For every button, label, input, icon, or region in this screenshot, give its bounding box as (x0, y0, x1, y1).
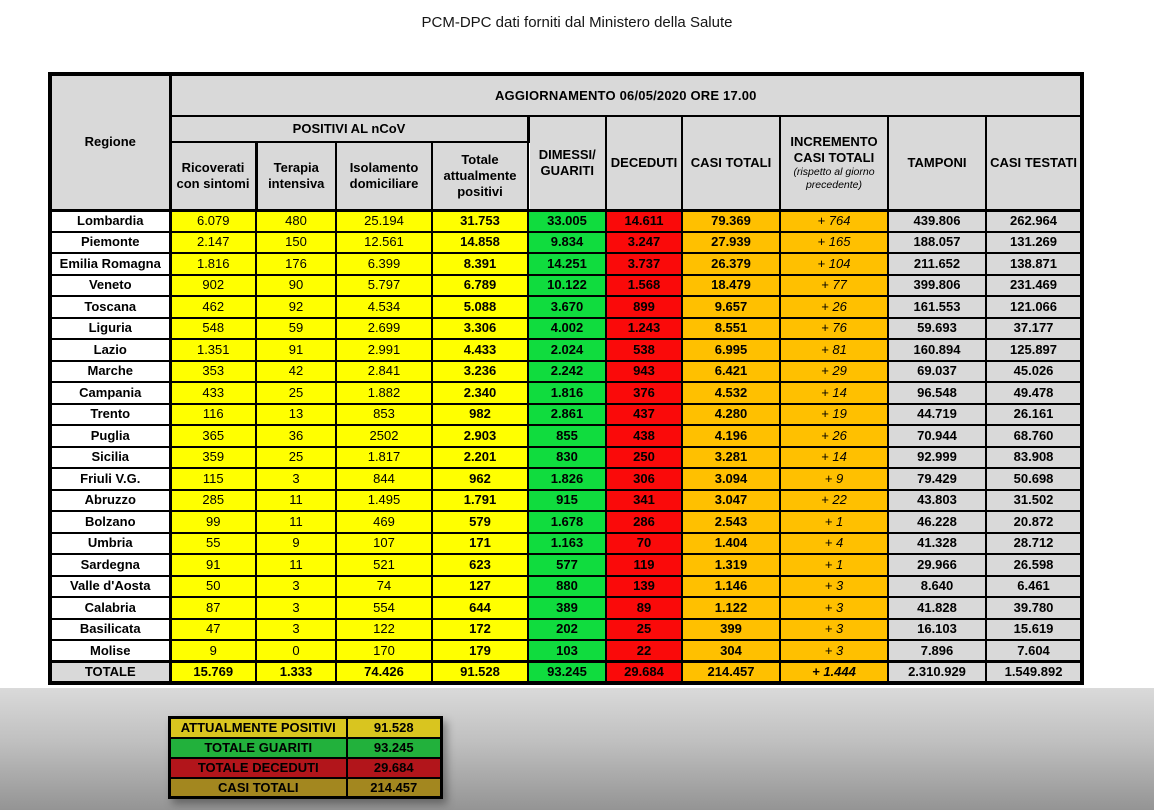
cell-isolamento: 2.699 (336, 318, 432, 340)
cell-incremento: + 76 (780, 318, 888, 340)
cell-dimessi: 855 (528, 425, 606, 447)
cell-ricoverati: 1.816 (170, 253, 256, 275)
cell-regione: Puglia (50, 425, 170, 447)
cell-casi-testati: 31.502 (986, 490, 1082, 512)
cell-deceduti: 25 (606, 619, 682, 641)
col-header-tamponi: TAMPONI (888, 116, 986, 210)
col-header-terapia: Terapia intensiva (256, 142, 336, 210)
table-row (50, 468, 1082, 490)
cell-casi-totali: 26.379 (682, 253, 780, 275)
cell-terapia: 11 (256, 490, 336, 512)
cell-deceduti: 3.247 (606, 232, 682, 254)
cell-totale-positivi: 3.236 (432, 361, 528, 383)
cell-ricoverati: 115 (170, 468, 256, 490)
cell-incremento: + 1.444 (780, 662, 888, 684)
cell-isolamento: 521 (336, 554, 432, 576)
cell-terapia: 13 (256, 404, 336, 426)
cell-incremento: + 3 (780, 640, 888, 662)
cell-terapia: 0 (256, 640, 336, 662)
cell-isolamento: 2502 (336, 425, 432, 447)
cell-totale-positivi: 982 (432, 404, 528, 426)
cell-ricoverati: 548 (170, 318, 256, 340)
cell-dimessi: 880 (528, 576, 606, 598)
cell-dimessi: 2.242 (528, 361, 606, 383)
cell-terapia: 3 (256, 597, 336, 619)
cell-dimessi: 202 (528, 619, 606, 641)
cell-casi-testati: 7.604 (986, 640, 1082, 662)
cell-ricoverati: 15.769 (170, 662, 256, 684)
cell-totale-positivi: 2.201 (432, 447, 528, 469)
cell-dimessi: 389 (528, 597, 606, 619)
cell-ricoverati: 359 (170, 447, 256, 469)
cell-casi-totali: 8.551 (682, 318, 780, 340)
cell-tamponi: 44.719 (888, 404, 986, 426)
table-row (50, 318, 1082, 340)
cell-dimessi: 4.002 (528, 318, 606, 340)
cell-totale-positivi: 5.088 (432, 296, 528, 318)
cell-dimessi: 3.670 (528, 296, 606, 318)
cell-totale-positivi: 172 (432, 619, 528, 641)
cell-ricoverati: 9 (170, 640, 256, 662)
cell-casi-totali: 4.196 (682, 425, 780, 447)
covid-region-table (48, 72, 1084, 685)
cell-isolamento: 2.841 (336, 361, 432, 383)
cell-casi-totali: 1.404 (682, 533, 780, 555)
cell-tamponi: 43.803 (888, 490, 986, 512)
cell-dimessi: 33.005 (528, 210, 606, 232)
cell-regione: Toscana (50, 296, 170, 318)
cell-regione: Molise (50, 640, 170, 662)
cell-isolamento: 74 (336, 576, 432, 598)
cell-tamponi: 188.057 (888, 232, 986, 254)
cell-ricoverati: 47 (170, 619, 256, 641)
cell-deceduti: 376 (606, 382, 682, 404)
table-total-row (50, 662, 1082, 684)
table-row (50, 640, 1082, 662)
cell-totale-positivi: 6.789 (432, 275, 528, 297)
cell-deceduti: 286 (606, 511, 682, 533)
cell-incremento: + 26 (780, 296, 888, 318)
cell-isolamento: 107 (336, 533, 432, 555)
col-header-dimessi: DIMESSI/ GUARITI (528, 116, 606, 210)
cell-casi-testati: 20.872 (986, 511, 1082, 533)
table-row (50, 619, 1082, 641)
cell-casi-testati: 50.698 (986, 468, 1082, 490)
col-header-incremento (780, 116, 888, 210)
cell-terapia: 9 (256, 533, 336, 555)
cell-ricoverati: 1.351 (170, 339, 256, 361)
cell-dimessi: 830 (528, 447, 606, 469)
cell-tamponi: 439.806 (888, 210, 986, 232)
cell-totale-positivi: 1.791 (432, 490, 528, 512)
cell-totale-positivi: 31.753 (432, 210, 528, 232)
cell-regione: Liguria (50, 318, 170, 340)
cell-totale-positivi: 14.858 (432, 232, 528, 254)
cell-regione: Lazio (50, 339, 170, 361)
cell-casi-testati: 125.897 (986, 339, 1082, 361)
cell-tamponi: 161.553 (888, 296, 986, 318)
cell-incremento: + 26 (780, 425, 888, 447)
col-header-casi-totali: CASI TOTALI (682, 116, 780, 210)
cell-casi-testati: 26.598 (986, 554, 1082, 576)
summary-row-attualmente-positivi (170, 718, 442, 738)
table-update-header: AGGIORNAMENTO 06/05/2020 ORE 17.00 (170, 74, 1082, 116)
cell-regione: Veneto (50, 275, 170, 297)
table-row (50, 533, 1082, 555)
summary-row-totale-guariti (170, 738, 442, 758)
cell-deceduti: 1.243 (606, 318, 682, 340)
cell-tamponi: 41.828 (888, 597, 986, 619)
cell-deceduti: 29.684 (606, 662, 682, 684)
cell-casi-testati: 49.478 (986, 382, 1082, 404)
cell-deceduti: 119 (606, 554, 682, 576)
cell-casi-testati: 37.177 (986, 318, 1082, 340)
cell-incremento: + 3 (780, 576, 888, 598)
cell-tamponi: 2.310.929 (888, 662, 986, 684)
cell-regione: Sicilia (50, 447, 170, 469)
cell-incremento: + 104 (780, 253, 888, 275)
cell-deceduti: 1.568 (606, 275, 682, 297)
cell-deceduti: 14.611 (606, 210, 682, 232)
col-group-positivi: POSITIVI AL nCoV (170, 116, 528, 142)
cell-ricoverati: 365 (170, 425, 256, 447)
cell-terapia: 176 (256, 253, 336, 275)
summary-row-totale-deceduti (170, 758, 442, 778)
cell-tamponi: 211.652 (888, 253, 986, 275)
cell-terapia: 150 (256, 232, 336, 254)
cell-casi-totali: 214.457 (682, 662, 780, 684)
cell-isolamento: 6.399 (336, 253, 432, 275)
summary-value: 93.245 (347, 738, 442, 758)
cell-ricoverati: 902 (170, 275, 256, 297)
cell-ricoverati: 87 (170, 597, 256, 619)
cell-casi-testati: 83.908 (986, 447, 1082, 469)
cell-tamponi: 70.944 (888, 425, 986, 447)
cell-incremento: + 1 (780, 554, 888, 576)
table-row (50, 382, 1082, 404)
cell-dimessi: 577 (528, 554, 606, 576)
cell-casi-testati: 138.871 (986, 253, 1082, 275)
cell-deceduti: 89 (606, 597, 682, 619)
cell-isolamento: 853 (336, 404, 432, 426)
cell-casi-totali: 304 (682, 640, 780, 662)
cell-casi-testati: 1.549.892 (986, 662, 1082, 684)
cell-dimessi: 1.826 (528, 468, 606, 490)
cell-isolamento: 25.194 (336, 210, 432, 232)
cell-totale-positivi: 127 (432, 576, 528, 598)
table-row (50, 490, 1082, 512)
cell-tamponi: 16.103 (888, 619, 986, 641)
cell-totale-positivi: 4.433 (432, 339, 528, 361)
cell-ricoverati: 99 (170, 511, 256, 533)
table-row (50, 339, 1082, 361)
cell-regione: Umbria (50, 533, 170, 555)
summary-label: ATTUALMENTE POSITIVI (170, 718, 347, 738)
col-header-regione: Regione (50, 74, 170, 210)
cell-terapia: 25 (256, 382, 336, 404)
table-row (50, 425, 1082, 447)
cell-incremento: + 1 (780, 511, 888, 533)
cell-casi-testati: 131.269 (986, 232, 1082, 254)
col-header-totale-positivi: Totale attualmente positivi (432, 142, 528, 210)
cell-totale-positivi: 579 (432, 511, 528, 533)
cell-casi-testati: 28.712 (986, 533, 1082, 555)
summary-value: 29.684 (347, 758, 442, 778)
cell-casi-testati: 121.066 (986, 296, 1082, 318)
cell-incremento: + 9 (780, 468, 888, 490)
cell-ricoverati: 55 (170, 533, 256, 555)
cell-casi-totali: 4.532 (682, 382, 780, 404)
cell-terapia: 11 (256, 511, 336, 533)
cell-ricoverati: 433 (170, 382, 256, 404)
cell-casi-testati: 15.619 (986, 619, 1082, 641)
cell-deceduti: 22 (606, 640, 682, 662)
cell-totale-positivi: 91.528 (432, 662, 528, 684)
col-header-ricoverati: Ricoverati con sintomi (170, 142, 256, 210)
cell-incremento: + 77 (780, 275, 888, 297)
cell-dimessi: 9.834 (528, 232, 606, 254)
cell-tamponi: 399.806 (888, 275, 986, 297)
cell-casi-testati: 45.026 (986, 361, 1082, 383)
cell-isolamento: 2.991 (336, 339, 432, 361)
cell-incremento: + 4 (780, 533, 888, 555)
cell-ricoverati: 50 (170, 576, 256, 598)
cell-terapia: 3 (256, 619, 336, 641)
cell-deceduti: 3.737 (606, 253, 682, 275)
cell-tamponi: 46.228 (888, 511, 986, 533)
table-row (50, 296, 1082, 318)
cell-regione: Piemonte (50, 232, 170, 254)
cell-dimessi: 93.245 (528, 662, 606, 684)
cell-tamponi: 8.640 (888, 576, 986, 598)
cell-dimessi: 1.678 (528, 511, 606, 533)
cell-isolamento: 554 (336, 597, 432, 619)
cell-casi-testati: 68.760 (986, 425, 1082, 447)
cell-casi-totali: 2.543 (682, 511, 780, 533)
cell-regione: Calabria (50, 597, 170, 619)
summary-row-casi-totali (170, 778, 442, 798)
cell-tamponi: 96.548 (888, 382, 986, 404)
cell-isolamento: 469 (336, 511, 432, 533)
cell-ricoverati: 6.079 (170, 210, 256, 232)
table-row (50, 210, 1082, 232)
cell-casi-testati: 231.469 (986, 275, 1082, 297)
cell-tamponi: 69.037 (888, 361, 986, 383)
cell-dimessi: 2.861 (528, 404, 606, 426)
cell-ricoverati: 91 (170, 554, 256, 576)
cell-regione: TOTALE (50, 662, 170, 684)
col-header-isolamento: Isolamento domiciliare (336, 142, 432, 210)
incremento-header-note: (rispetto al giorno precedente) (793, 166, 875, 191)
page-title: PCM-DPC dati forniti dal Ministero della Salute (421, 14, 733, 31)
cell-incremento: + 3 (780, 619, 888, 641)
cell-regione: Emilia Romagna (50, 253, 170, 275)
cell-incremento: + 14 (780, 382, 888, 404)
cell-ricoverati: 116 (170, 404, 256, 426)
table-row (50, 447, 1082, 469)
cell-regione: Friuli V.G. (50, 468, 170, 490)
cell-deceduti: 943 (606, 361, 682, 383)
cell-incremento: + 3 (780, 597, 888, 619)
cell-deceduti: 139 (606, 576, 682, 598)
cell-terapia: 11 (256, 554, 336, 576)
cell-casi-totali: 18.479 (682, 275, 780, 297)
cell-terapia: 92 (256, 296, 336, 318)
cell-totale-positivi: 8.391 (432, 253, 528, 275)
summary-label: TOTALE GUARITI (170, 738, 347, 758)
cell-incremento: + 81 (780, 339, 888, 361)
cell-regione: Valle d'Aosta (50, 576, 170, 598)
cell-deceduti: 438 (606, 425, 682, 447)
cell-tamponi: 41.328 (888, 533, 986, 555)
cell-isolamento: 1.817 (336, 447, 432, 469)
cell-casi-totali: 1.146 (682, 576, 780, 598)
col-header-deceduti: DECEDUTI (606, 116, 682, 210)
cell-deceduti: 341 (606, 490, 682, 512)
cell-ricoverati: 285 (170, 490, 256, 512)
cell-ricoverati: 2.147 (170, 232, 256, 254)
summary-value: 214.457 (347, 778, 442, 798)
cell-tamponi: 79.429 (888, 468, 986, 490)
table-row (50, 404, 1082, 426)
cell-incremento: + 29 (780, 361, 888, 383)
cell-casi-totali: 3.047 (682, 490, 780, 512)
cell-casi-testati: 262.964 (986, 210, 1082, 232)
col-header-casi-testati: CASI TESTATI (986, 116, 1082, 210)
cell-isolamento: 1.495 (336, 490, 432, 512)
summary-table (168, 716, 443, 799)
cell-casi-totali: 4.280 (682, 404, 780, 426)
summary-label: TOTALE DECEDUTI (170, 758, 347, 778)
cell-regione: Campania (50, 382, 170, 404)
cell-casi-totali: 27.939 (682, 232, 780, 254)
cell-incremento: + 165 (780, 232, 888, 254)
cell-casi-testati: 26.161 (986, 404, 1082, 426)
cell-terapia: 3 (256, 468, 336, 490)
cell-regione: Marche (50, 361, 170, 383)
cell-dimessi: 2.024 (528, 339, 606, 361)
cell-casi-totali: 6.421 (682, 361, 780, 383)
cell-terapia: 1.333 (256, 662, 336, 684)
cell-casi-totali: 3.281 (682, 447, 780, 469)
cell-tamponi: 29.966 (888, 554, 986, 576)
cell-isolamento: 1.882 (336, 382, 432, 404)
cell-deceduti: 70 (606, 533, 682, 555)
cell-isolamento: 74.426 (336, 662, 432, 684)
table-row (50, 361, 1082, 383)
cell-isolamento: 12.561 (336, 232, 432, 254)
cell-tamponi: 160.894 (888, 339, 986, 361)
table-row (50, 232, 1082, 254)
table-row (50, 576, 1082, 598)
cell-tamponi: 7.896 (888, 640, 986, 662)
summary-label: CASI TOTALI (170, 778, 347, 798)
cell-deceduti: 538 (606, 339, 682, 361)
table-row (50, 275, 1082, 297)
cell-casi-totali: 9.657 (682, 296, 780, 318)
table-row (50, 597, 1082, 619)
cell-totale-positivi: 644 (432, 597, 528, 619)
cell-dimessi: 14.251 (528, 253, 606, 275)
cell-terapia: 3 (256, 576, 336, 598)
cell-regione: Basilicata (50, 619, 170, 641)
table-row (50, 253, 1082, 275)
cell-tamponi: 59.693 (888, 318, 986, 340)
cell-totale-positivi: 179 (432, 640, 528, 662)
cell-terapia: 480 (256, 210, 336, 232)
cell-terapia: 36 (256, 425, 336, 447)
cell-incremento: + 14 (780, 447, 888, 469)
cell-casi-totali: 1.122 (682, 597, 780, 619)
cell-incremento: + 22 (780, 490, 888, 512)
cell-casi-totali: 1.319 (682, 554, 780, 576)
cell-casi-totali: 3.094 (682, 468, 780, 490)
cell-regione: Sardegna (50, 554, 170, 576)
cell-dimessi: 10.122 (528, 275, 606, 297)
cell-totale-positivi: 2.903 (432, 425, 528, 447)
cell-regione: Lombardia (50, 210, 170, 232)
cell-casi-totali: 6.995 (682, 339, 780, 361)
cell-dimessi: 1.816 (528, 382, 606, 404)
cell-tamponi: 92.999 (888, 447, 986, 469)
cell-isolamento: 170 (336, 640, 432, 662)
cell-deceduti: 437 (606, 404, 682, 426)
cell-deceduti: 306 (606, 468, 682, 490)
cell-totale-positivi: 962 (432, 468, 528, 490)
cell-terapia: 91 (256, 339, 336, 361)
table-row (50, 511, 1082, 533)
cell-terapia: 90 (256, 275, 336, 297)
incremento-header-label: INCREMENTO CASI TOTALI (790, 134, 878, 165)
cell-dimessi: 915 (528, 490, 606, 512)
cell-isolamento: 4.534 (336, 296, 432, 318)
cell-casi-totali: 399 (682, 619, 780, 641)
cell-isolamento: 844 (336, 468, 432, 490)
cell-totale-positivi: 171 (432, 533, 528, 555)
cell-regione: Trento (50, 404, 170, 426)
table-row (50, 554, 1082, 576)
cell-terapia: 59 (256, 318, 336, 340)
cell-casi-testati: 6.461 (986, 576, 1082, 598)
cell-isolamento: 5.797 (336, 275, 432, 297)
cell-regione: Bolzano (50, 511, 170, 533)
cell-ricoverati: 353 (170, 361, 256, 383)
cell-dimessi: 103 (528, 640, 606, 662)
cell-isolamento: 122 (336, 619, 432, 641)
cell-casi-testati: 39.780 (986, 597, 1082, 619)
cell-deceduti: 899 (606, 296, 682, 318)
cell-totale-positivi: 2.340 (432, 382, 528, 404)
cell-terapia: 42 (256, 361, 336, 383)
cell-totale-positivi: 3.306 (432, 318, 528, 340)
cell-ricoverati: 462 (170, 296, 256, 318)
cell-incremento: + 19 (780, 404, 888, 426)
cell-deceduti: 250 (606, 447, 682, 469)
summary-value: 91.528 (347, 718, 442, 738)
cell-terapia: 25 (256, 447, 336, 469)
cell-regione: Abruzzo (50, 490, 170, 512)
cell-dimessi: 1.163 (528, 533, 606, 555)
cell-totale-positivi: 623 (432, 554, 528, 576)
cell-incremento: + 764 (780, 210, 888, 232)
cell-casi-totali: 79.369 (682, 210, 780, 232)
